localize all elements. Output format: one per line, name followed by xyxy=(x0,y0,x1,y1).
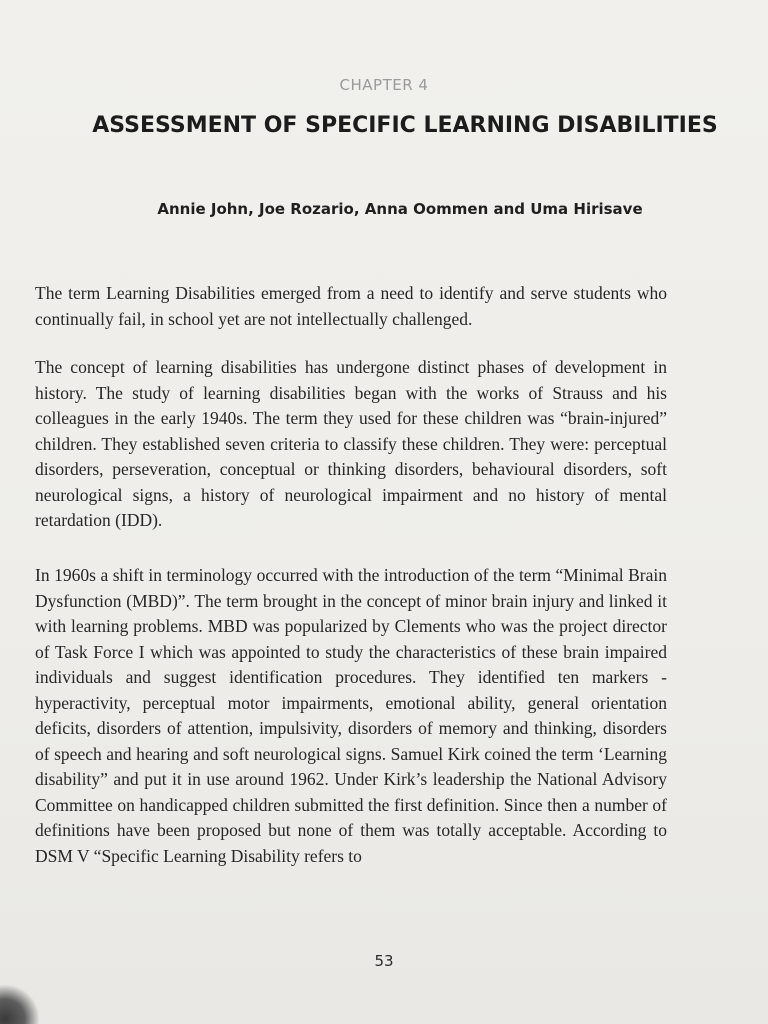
page-corner-shadow xyxy=(0,984,40,1024)
paragraph-3: In 1960s a shift in terminology occurred with the introduction of the term “Minimal Brain Dysfunction (MBD)”. The term brought in the concept of minor brain injury and linked it with learning problems. MBD was popularized by Clements who was the project director of Task Force I which was appointed to study the characteristics of these brain impaired individuals and suggest identification procedures. They identified ten markers - hyperactivity, perceptual motor impairments, emotional ability, general orientation deficits, disorders of attention, impulsivity, disorders of memory and thinking, disorders of speech and hearing and soft neurological signs. Samuel Kirk coined the term ‘Learning disability” and put it in use around 1962. Under Kirk’s leadership the National Advisory Committee on handicapped children submitted the first definition. Since then a number of definitions have been proposed but none of them was totally acceptable. According to DSM V “Specific Learning Disability refers to xyxy=(35,565,667,866)
chapter-title: ASSESSMENT OF SPECIFIC LEARNING DISABILITIES xyxy=(92,113,718,138)
chapter-label: CHAPTER 4 xyxy=(339,76,429,94)
paragraph-2: The concept of learning disabilities has undergone distinct phases of development in history. The study of learning disabilities began with the works of Strauss and his colleagues in the early 1940s. The term they used for these children was “brain-injured” children. They established seven criteria to classify these children. They were: perceptual disorders, perseveration, conceptual or thinking disorders, behavioural disorders, soft neurological signs, a history of neurological impairment and no history of mental retardation (IDD). xyxy=(35,357,667,530)
chapter-authors: Annie John, Joe Rozario, Anna Oommen and Uma Hirisave xyxy=(157,200,643,218)
paragraph-1: The term Learning Disabilities emerged from a need to identify and serve students who continually fail, in school yet are not intellectually challenged. xyxy=(35,283,667,329)
page-number: 53 xyxy=(374,952,394,970)
